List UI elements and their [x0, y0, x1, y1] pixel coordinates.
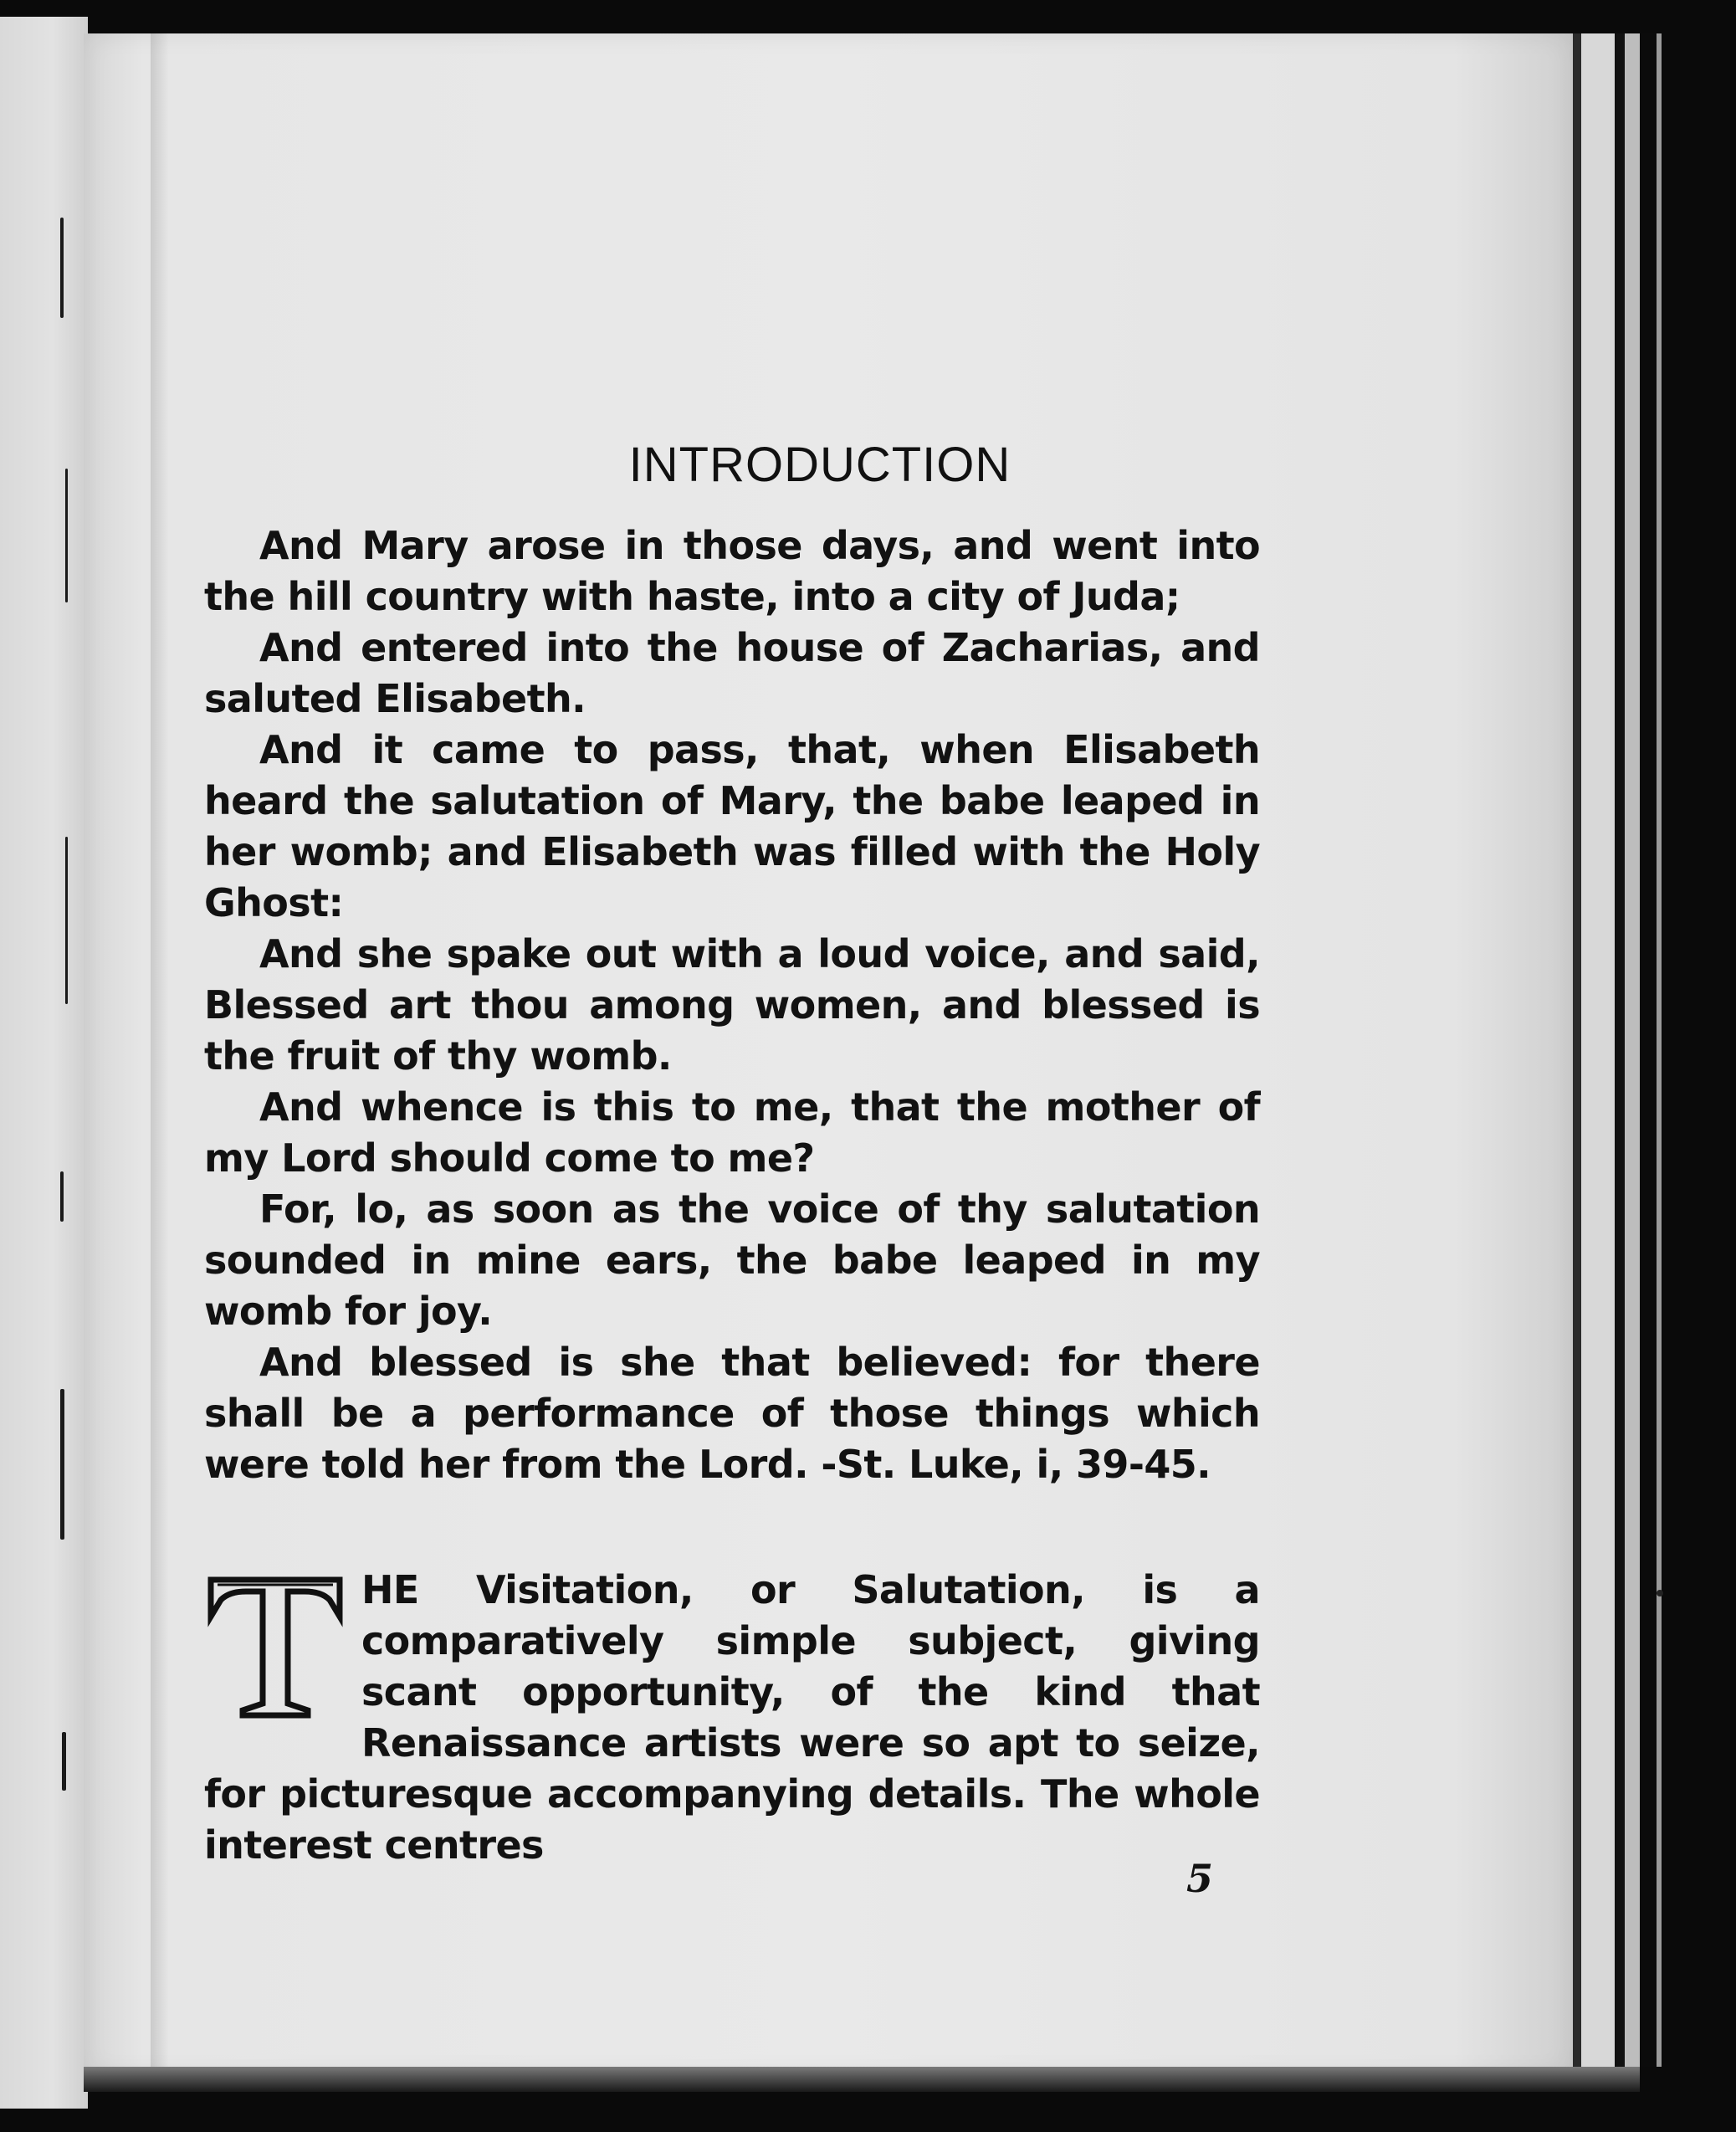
facing-page-edge: [0, 17, 88, 2109]
page-edge: [1625, 33, 1640, 2067]
introduction-paragraph: [204, 1565, 1260, 1871]
drop-cap-letter: [204, 1570, 346, 1720]
verse-paragraph: And blessed is she that believed: for there shall be a performance of those things which were told her from the Lord. -St. Luke, i, 39-45.: [204, 1340, 1260, 1487]
verse-paragraph: And it came to pass, that, when Elisabeth heard the salutation of Mary, the babe leaped in her womb; and Elisabeth was filled with the Holy Ghost:: [204, 727, 1260, 925]
verse-paragraph: And Mary arose in those days, and went into the hill country with haste, into a city of Juda;: [204, 523, 1260, 619]
page-number: 5: [1186, 1856, 1214, 1901]
page-heading: INTRODUCTION: [628, 438, 1011, 492]
verse-paragraph: And she spake out with a loud voice, and said, Blessed art thou among women, and blessed is the fruit of thy womb.: [204, 931, 1260, 1079]
page-edge: [1573, 33, 1581, 2067]
page-edge: [1640, 33, 1657, 2067]
dust-speck: [1657, 1590, 1663, 1596]
book-page: [84, 33, 1573, 2075]
scripture-quotation: [204, 520, 1260, 1490]
verse-paragraph: And entered into the house of Zacharias, and saluted Elisabeth.: [204, 625, 1260, 721]
verse-paragraph: And whence is this to me, that the mother of my Lord should come to me?: [204, 1084, 1260, 1181]
page-bottom-shadow: [84, 2067, 1640, 2092]
gutter-shadow: [151, 33, 169, 2075]
page-edge: [1581, 33, 1615, 2067]
intro-text: HE Visitation, or Salutation, is a comparatively simple subject, giving scant opportunity, of the kind that Renaissance artists were so apt to seize, for picturesque accompanying details. The whole interest centres: [204, 1567, 1260, 1868]
page-edge: [1657, 33, 1662, 2067]
page-edge: [1615, 33, 1625, 2067]
verse-paragraph: For, lo, as soon as the voice of thy salutation sounded in mine ears, the babe leaped in my womb for joy.: [204, 1186, 1260, 1334]
